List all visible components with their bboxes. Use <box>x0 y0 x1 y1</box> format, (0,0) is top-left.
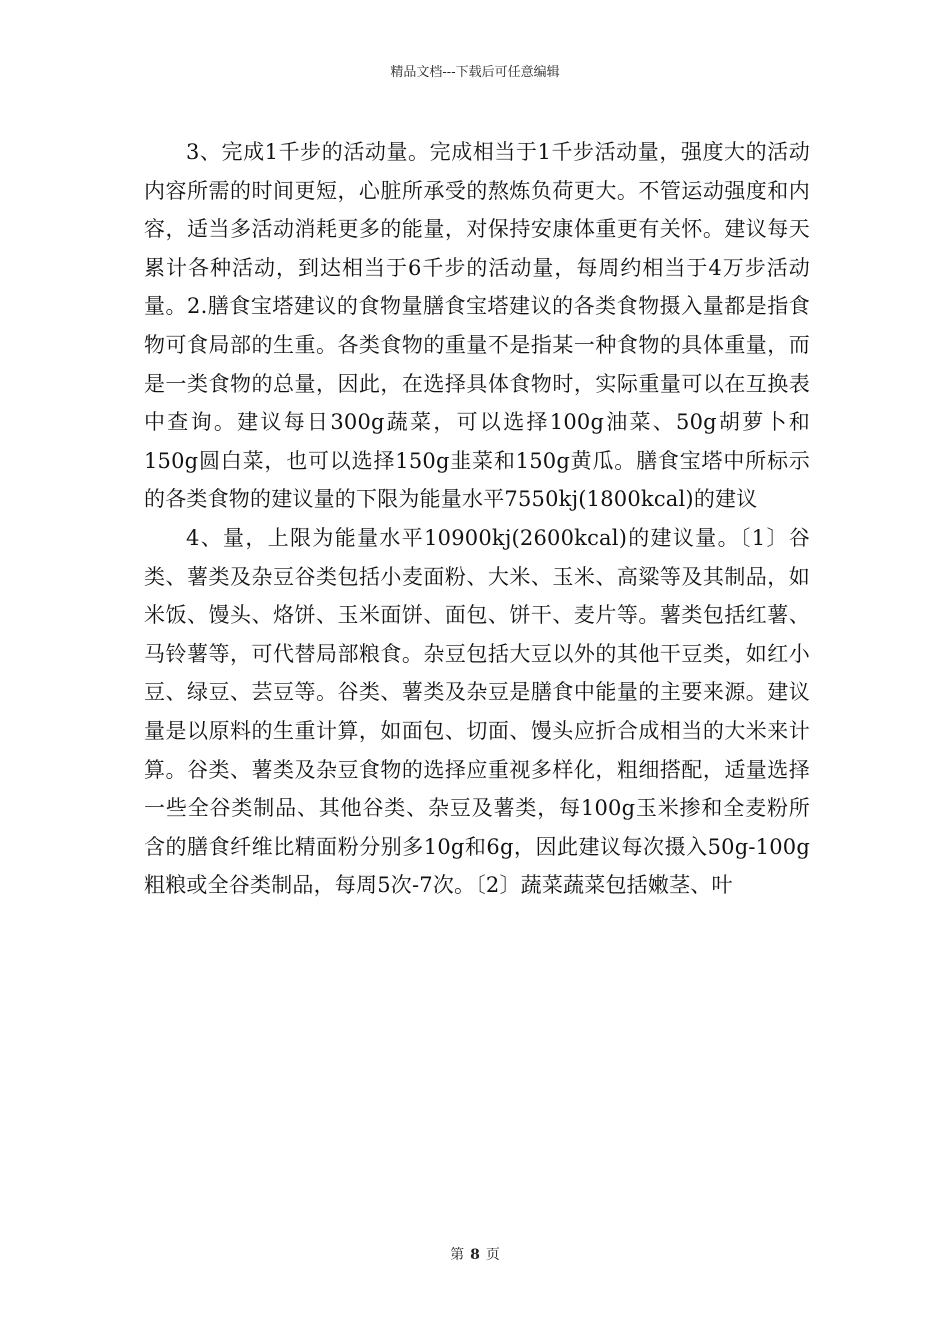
document-body <box>144 133 810 905</box>
page-footer <box>0 1246 950 1264</box>
paragraph-food-amount: 4、量，上限为能量水平10900kj(2600kcal)的建议量。〔1〕谷类、薯类及杂豆谷类包括小麦面粉、大米、玉米、高粱等及其制品，如米饭、馒头、烙饼、玉米面饼、面包、饼干、麦片等。薯类包括红薯、马铃薯等，可代替局部粮食。杂豆包括大豆以外的其他干豆类，如红小豆、绿豆、芸豆等。谷类、薯类及杂豆是膳食中能量的主要来源。建议量是以原料的生重计算，如面包、切面、馒头应折合成相当的大米来计算。谷类、薯类及杂豆食物的选择应重视多样化，粗细搭配，适量选择一些全谷类制品、其他谷类、杂豆及薯类，每100g玉米掺和全麦粉所含的膳食纤维比精面粉分别多10g和6g，因此建议每次摄入50g-100g粗粮或全谷类制品，每周5次-7次。〔2〕蔬菜蔬菜包括嫩茎、叶 <box>144 525 810 898</box>
page-number: 8 <box>470 1247 480 1263</box>
footer-suffix: 页 <box>485 1247 500 1263</box>
page-header: 精品文档---下载后可任意编辑 <box>390 65 560 80</box>
paragraph-activity: 3、完成1千步的活动量。完成相当于1千步活动量，强度大的活动内容所需的时间更短，心脏所承受的熬炼负荷更大。不管运动强度和内容，适当多活动消耗更多的能量，对保持安康体重更有关怀。建议每天累计各种活动，到达相当于6千步的活动量，每周约相当于4万步活动量。2.膳食宝塔建议的食物量膳食宝塔建议的各类食物摄入量都是指食物可食局部的生重。各类食物的重量不是指某一种食物的具体重量，而是一类食物的总量，因此，在选择具体食物时，实际重量可以在互换表中查询。建议每日300g蔬菜，可以选择100g油菜、50g胡萝卜和150g圆白菜，也可以选择150g韭菜和150g黄瓜。膳食宝塔中所标示的各类食物的建议量的下限为能量水平7550kj(1800kcal)的建议 <box>144 140 810 512</box>
footer-prefix: 第 <box>450 1247 465 1263</box>
